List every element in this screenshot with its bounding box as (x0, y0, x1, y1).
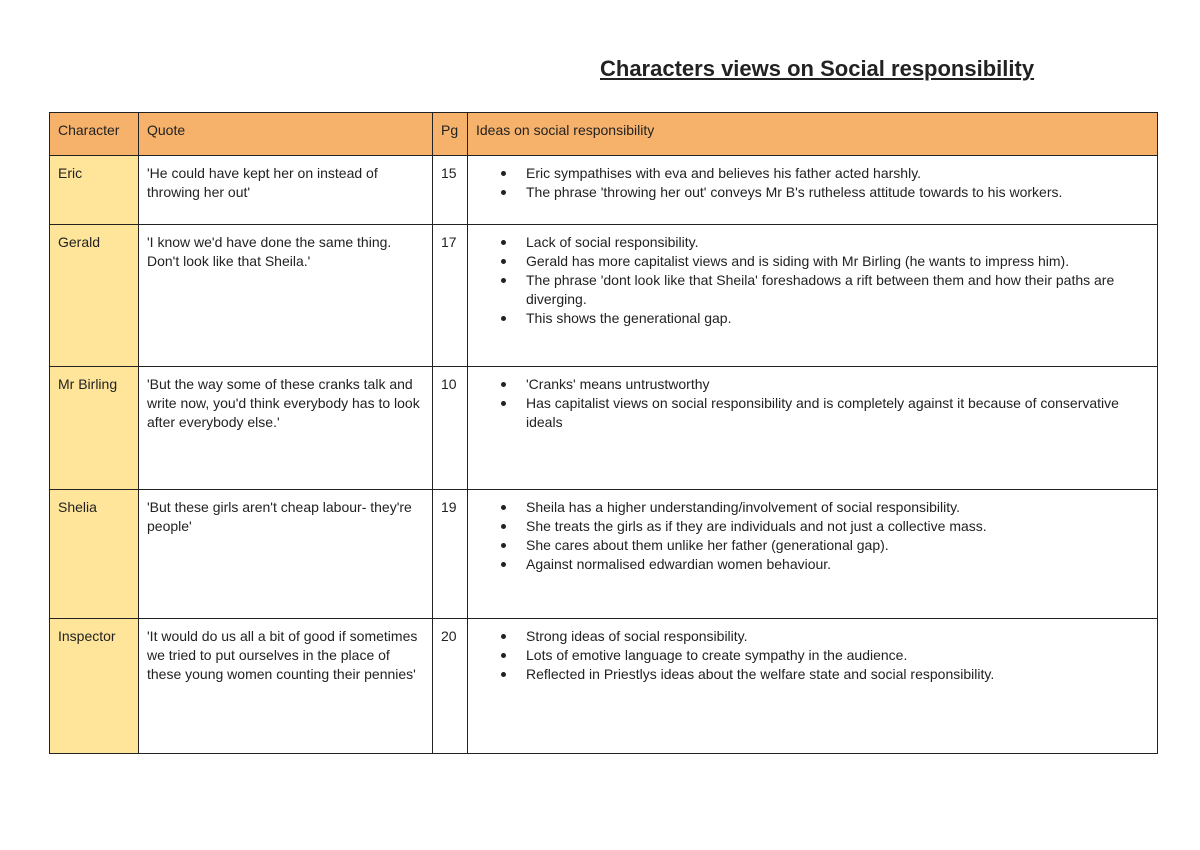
idea-item: This shows the generational gap. (526, 309, 1149, 328)
header-ideas: Ideas on social responsibility (468, 113, 1158, 156)
table-row-inspector (50, 619, 1158, 754)
ideas-cell (468, 619, 1158, 754)
idea-item: Reflected in Priestlys ideas about the welfare state and social responsibility. (526, 665, 1149, 684)
quote-cell: 'I know we'd have done the same thing. Don't look like that Sheila.' (139, 225, 433, 367)
page-cell: 19 (433, 490, 468, 619)
idea-item: 'Cranks' means untrustworthy (526, 375, 1149, 394)
idea-item: Has capitalist views on social responsibility and is completely against it because of conservative ideals (526, 394, 1149, 432)
idea-item: She cares about them unlike her father (generational gap). (526, 536, 1149, 555)
idea-item: The phrase 'dont look like that Sheila' foreshadows a rift between them and how their paths are diverging. (526, 271, 1149, 309)
page-cell: 20 (433, 619, 468, 754)
ideas-list (476, 164, 1149, 202)
page-cell: 10 (433, 367, 468, 490)
idea-item: Sheila has a higher understanding/involvement of social responsibility. (526, 498, 1149, 517)
character-cell: Inspector (50, 619, 139, 754)
idea-item: Lots of emotive language to create sympathy in the audience. (526, 646, 1149, 665)
idea-item: Gerald has more capitalist views and is siding with Mr Birling (he wants to impress him). (526, 252, 1149, 271)
ideas-list (476, 375, 1149, 432)
quote-cell: 'It would do us all a bit of good if sometimes we tried to put ourselves in the place of these young women counting their pennies' (139, 619, 433, 754)
idea-item: Against normalised edwardian women behaviour. (526, 555, 1149, 574)
table-row-eric (50, 156, 1158, 225)
header-pg: Pg (433, 113, 468, 156)
page-cell: 17 (433, 225, 468, 367)
table-row-gerald (50, 225, 1158, 367)
idea-item: She treats the girls as if they are individuals and not just a collective mass. (526, 517, 1149, 536)
character-cell: Mr Birling (50, 367, 139, 490)
table-row-shelia (50, 490, 1158, 619)
page-cell: 15 (433, 156, 468, 225)
idea-item: Eric sympathises with eva and believes his father acted harshly. (526, 164, 1149, 183)
ideas-list (476, 627, 1149, 684)
ideas-list (476, 233, 1149, 328)
ideas-cell (468, 225, 1158, 367)
quote-cell: 'He could have kept her on instead of throwing her out' (139, 156, 433, 225)
ideas-cell (468, 490, 1158, 619)
document-title: Characters views on Social responsibility (600, 56, 1035, 81)
idea-item: The phrase 'throwing her out' conveys Mr B's rutheless attitude towards to his workers. (526, 183, 1149, 202)
header-quote: Quote (139, 113, 433, 156)
header-character: Character (50, 113, 139, 156)
ideas-cell (468, 156, 1158, 225)
idea-item: Strong ideas of social responsibility. (526, 627, 1149, 646)
table-header-row (50, 113, 1158, 156)
ideas-list (476, 498, 1149, 574)
idea-item: Lack of social responsibility. (526, 233, 1149, 252)
character-cell: Eric (50, 156, 139, 225)
social-responsibility-table (49, 112, 1158, 754)
character-cell: Shelia (50, 490, 139, 619)
ideas-cell (468, 367, 1158, 490)
table-row-mr-birling (50, 367, 1158, 490)
quote-cell: 'But these girls aren't cheap labour- they're people' (139, 490, 433, 619)
quote-cell: 'But the way some of these cranks talk and write now, you'd think everybody has to look after everybody else.' (139, 367, 433, 490)
character-cell: Gerald (50, 225, 139, 367)
